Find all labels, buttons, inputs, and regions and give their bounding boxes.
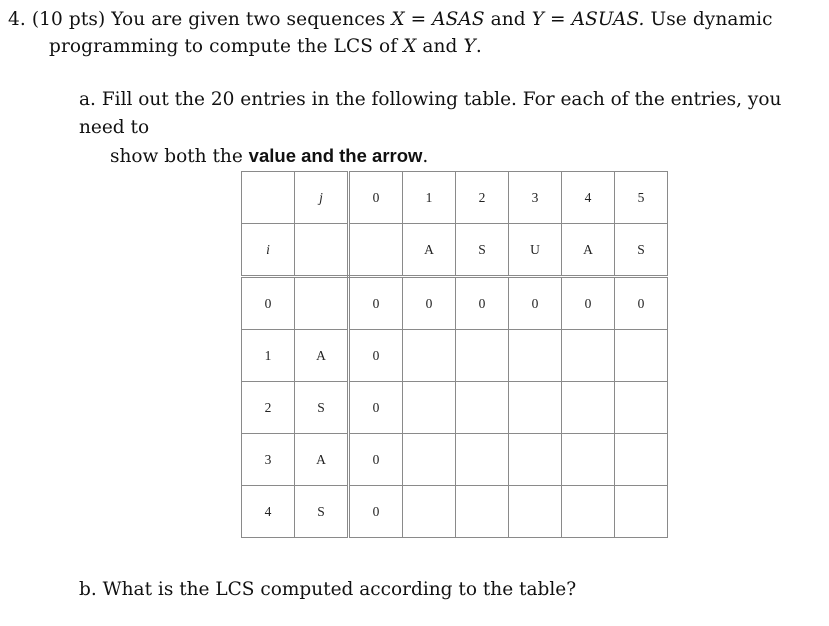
x-char: S: [295, 382, 349, 434]
table-cell: [456, 434, 509, 486]
table-row: [242, 486, 668, 538]
y-char: A: [403, 224, 456, 277]
table-row: [242, 277, 668, 330]
question-number: 4.: [8, 9, 26, 30]
question-line2-text: programming to compute the LCS of: [49, 36, 398, 57]
table-cell: 0: [349, 330, 403, 382]
part-b-text: What is the LCS computed according to the table?: [102, 579, 577, 600]
table-cell: 0: [349, 382, 403, 434]
part-a-line-2: [79, 142, 814, 171]
table-blank-cell: [349, 224, 403, 277]
table-row: [242, 434, 668, 486]
y-variable: Y: [531, 9, 545, 30]
j-index: 1: [403, 172, 456, 224]
i-label: i: [242, 224, 295, 277]
equals-sign: =: [550, 9, 566, 30]
part-b: [79, 577, 779, 603]
table-cell: [562, 434, 615, 486]
equals-sign: =: [410, 9, 427, 30]
table-cell: 0: [349, 486, 403, 538]
table-cell: [615, 330, 668, 382]
i-index: 2: [242, 382, 295, 434]
part-a-label: a.: [79, 89, 96, 110]
table-cell: [456, 486, 509, 538]
table-cell: [509, 382, 562, 434]
table-cell: [456, 382, 509, 434]
j-index: 4: [562, 172, 615, 224]
table-cell: 0: [349, 434, 403, 486]
i-index: 4: [242, 486, 295, 538]
part-a: [79, 86, 814, 171]
part-a-bold: value and the arrow: [248, 145, 423, 166]
table-row: [242, 330, 668, 382]
table-cell: [615, 382, 668, 434]
table-blank-cell: [295, 224, 349, 277]
table-cell: [403, 382, 456, 434]
lcs-table: [241, 171, 668, 538]
period: .: [475, 36, 482, 57]
table-cell: 0: [509, 277, 562, 330]
table-cell: [403, 330, 456, 382]
j-label: j: [295, 172, 349, 224]
table-cell: [509, 486, 562, 538]
x-value: ASAS: [432, 9, 485, 30]
j-index: 0: [349, 172, 403, 224]
i-index: 0: [242, 277, 295, 330]
part-a-text: Fill out the 20 entries in the following table. For each of the entries, you need to: [79, 89, 782, 138]
j-index: 5: [615, 172, 668, 224]
table-cell: 0: [615, 277, 668, 330]
i-index: 3: [242, 434, 295, 486]
y-char: U: [509, 224, 562, 277]
x-char: S: [295, 486, 349, 538]
part-a-text-2: show both the: [110, 146, 243, 167]
table-cell: [456, 330, 509, 382]
x-char: A: [295, 434, 349, 486]
part-b-label: b.: [79, 579, 97, 600]
x-char: [295, 277, 349, 330]
table-cell: [615, 486, 668, 538]
table-cell: 0: [349, 277, 403, 330]
y-variable: Y: [463, 36, 476, 57]
y-value: ASUAS.: [571, 9, 645, 30]
table-cell: [509, 434, 562, 486]
table-cell: [509, 330, 562, 382]
table-cell: [562, 330, 615, 382]
x-char: A: [295, 330, 349, 382]
part-a-line-1: [79, 86, 814, 142]
table-cell: [562, 486, 615, 538]
period: .: [422, 146, 429, 167]
table-corner: [242, 172, 295, 224]
question-line-2: [8, 33, 808, 60]
question-text-end: Use dynamic: [650, 9, 773, 30]
j-index: 2: [456, 172, 509, 224]
table-cell: 0: [562, 277, 615, 330]
j-index: 3: [509, 172, 562, 224]
question-header: [8, 6, 808, 60]
table-header-row-y: [242, 224, 668, 277]
x-variable: X: [391, 9, 405, 30]
y-char: S: [615, 224, 668, 277]
table-cell: [615, 434, 668, 486]
question-line-1: [8, 6, 808, 33]
table-cell: [403, 434, 456, 486]
y-char: A: [562, 224, 615, 277]
x-variable: X: [403, 36, 417, 57]
table-cell: 0: [403, 277, 456, 330]
i-index: 1: [242, 330, 295, 382]
table-header-row-j: [242, 172, 668, 224]
table-row: [242, 382, 668, 434]
y-char: S: [456, 224, 509, 277]
question-points: (10 pts): [31, 9, 106, 30]
question-text: You are given two sequences: [111, 9, 386, 30]
table-cell: [403, 486, 456, 538]
and-word: and: [490, 9, 526, 30]
and-word: and: [422, 36, 458, 57]
table-cell: [562, 382, 615, 434]
table-cell: 0: [456, 277, 509, 330]
